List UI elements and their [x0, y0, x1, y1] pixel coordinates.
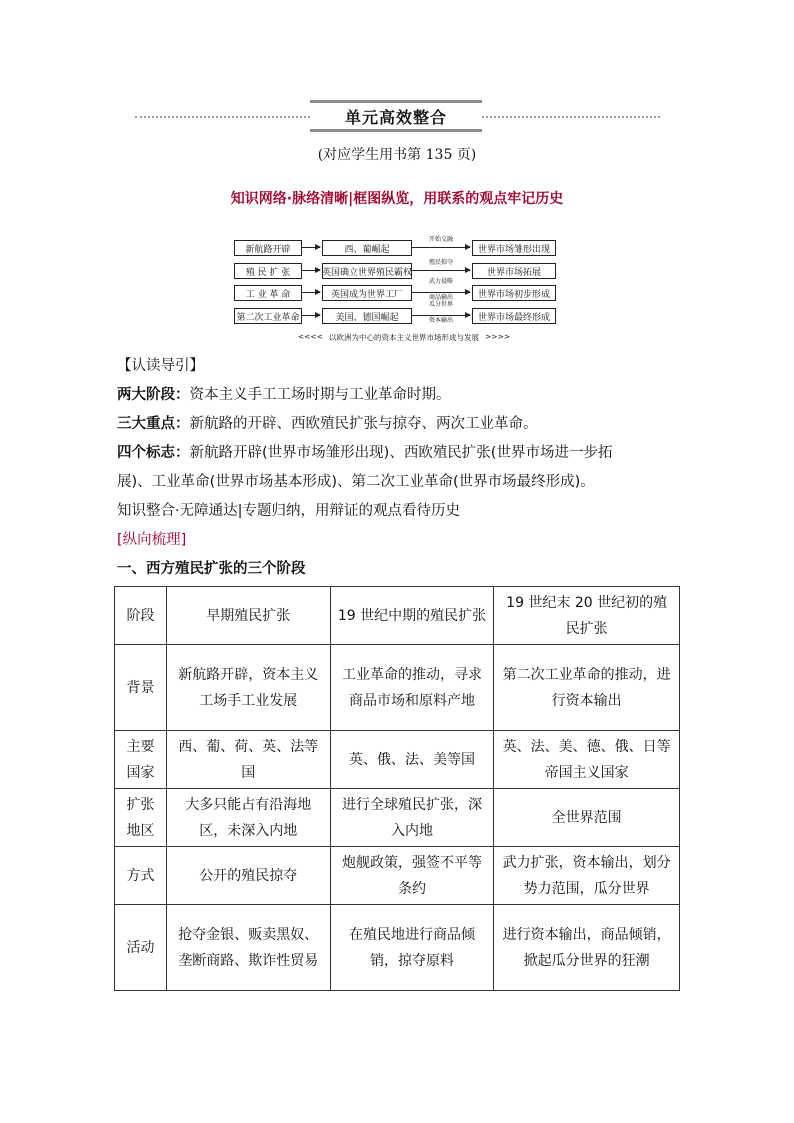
colonial-expansion-table: [114, 586, 680, 991]
unit-banner-title: 单元高效整合: [344, 107, 447, 127]
caption-left-mark: <<<<: [297, 332, 323, 341]
table-row: [115, 905, 680, 991]
diagram-arrow-label: 开始交融: [428, 236, 453, 243]
diagram-middle-box: 美国、德国崛起: [322, 308, 412, 324]
diagram-middle-box: 英国确立世界殖民霸权: [322, 263, 412, 279]
diagram-left-box: 新航路开辟: [234, 240, 302, 256]
table-cell: 工业革命的推动，寻求商品市场和原料产地: [330, 645, 494, 731]
table-cell: 第二次工业革命的推动，进行资本输出: [494, 645, 680, 731]
table-cell: 在殖民地进行商品倾销，掠夺原料: [330, 905, 494, 991]
caption-right-mark: >>>>: [485, 332, 511, 341]
diagram-right-box: 世界市场雏形出现: [472, 240, 556, 256]
table-cell: 武力扩张，资本输出，划分势力范围，瓜分世界: [494, 847, 680, 905]
diagram-middle-box: 英国成为世界工厂: [322, 285, 412, 301]
diagram-arrow-label: 商品输出: [428, 294, 453, 301]
table-row: [115, 789, 680, 847]
table-cell: 炮舰政策，强签不平等条约: [330, 847, 494, 905]
table-cell: 西、葡、荷、英、法等国: [166, 731, 330, 789]
marks-text: 新航路开辟(世界市场雏形出现)、西欧殖民扩张(世界市场进一步拓: [189, 445, 613, 461]
diagram-arrow: [412, 247, 470, 248]
table-cell: 进行全球殖民扩张，深入内地: [330, 789, 494, 847]
banner-rule-left: [135, 116, 310, 118]
table-cell: 方式: [115, 847, 167, 905]
integration-heading: 知识整合·无障通达|专题归纳，用辩证的观点看待历史: [117, 503, 460, 519]
table-cell: 扩张地区: [115, 789, 167, 847]
knowledge-diagram: [228, 232, 568, 348]
table-cell: 进行资本输出，商品倾销，掀起瓜分世界的狂潮: [494, 905, 680, 991]
diagram-left-box: 工 业 革 命: [234, 285, 302, 301]
diagram-arrow-label: 殖民掠夺: [428, 259, 453, 266]
table-cell: 大多只能占有沿海地区，未深入内地: [166, 789, 330, 847]
table-cell: 英、法、美、德、俄、日等帝国主义国家: [494, 731, 680, 789]
page-reference: (对应学生用书第 135 页): [317, 147, 477, 163]
caption-text: 以欧洲为中心的资本主义世界市场形成与发展: [329, 333, 479, 342]
diagram-arrow-label: 瓜分世界: [428, 301, 453, 308]
marks-label: 四个标志：: [117, 445, 190, 461]
table-row: [115, 645, 680, 731]
table-cell: 活动: [115, 905, 167, 991]
stages-text: 资本主义手工工场时期与工业革命时期。: [189, 387, 451, 403]
diagram-arrow: [302, 315, 320, 316]
table-header-row: [115, 587, 680, 645]
table-cell: 公开的殖民掠夺: [166, 847, 330, 905]
diagram-right-box: 世界市场拓展: [472, 263, 556, 279]
unit-banner: [310, 100, 482, 132]
knowledge-network-heading: 知识网络·脉络清晰|框图纵览，用联系的观点牢记历史: [230, 191, 564, 207]
diagram-arrow-label: 资本输出: [428, 317, 453, 324]
diagram-arrow: [302, 247, 320, 248]
table-cell: 背景: [115, 645, 167, 731]
table-row: [115, 731, 680, 789]
table-cell: 主要国家: [115, 731, 167, 789]
table-cell: 全世界范围: [494, 789, 680, 847]
diagram-middle-box: 西、葡崛起: [322, 240, 412, 256]
diagram-left-box: 殖 民 扩 张: [234, 263, 302, 279]
guide-line-marks: [117, 441, 612, 462]
guide-line-focus: [117, 412, 538, 433]
diagram-left-box: 第二次工业革命: [234, 308, 302, 324]
focus-label: 三大重点：: [117, 416, 190, 432]
guide-title: 【认读导引】: [117, 358, 204, 374]
table-cell: 抢夺金银、贩卖黑奴、垄断商路、欺诈性贸易: [166, 905, 330, 991]
diagram-arrow: [302, 292, 320, 293]
diagram-arrow: [302, 270, 320, 271]
table-row: [115, 847, 680, 905]
table-cell: 19 世纪中期的殖民扩张: [330, 587, 494, 645]
table-cell: 19 世纪末 20 世纪初的殖民扩张: [494, 587, 680, 645]
diagram-caption: [254, 332, 554, 343]
diagram-arrow: [412, 292, 470, 293]
diagram-arrow-label: 武力侵略: [428, 278, 453, 285]
focus-text: 新航路的开辟、西欧殖民扩张与掠夺、两次工业革命。: [189, 416, 538, 432]
guide-line-stages: [117, 383, 451, 404]
stages-label: 两大阶段：: [117, 387, 190, 403]
diagram-right-box: 世界市场最终形成: [472, 308, 556, 324]
guide-line-marks-cont: 展)、工业革命(世界市场基本形成)、第二次工业革命(世界市场最终形成)。: [117, 474, 595, 490]
table-cell: 阶段: [115, 587, 167, 645]
section-title: 一、西方殖民扩张的三个阶段: [117, 561, 306, 577]
table-cell: 早期殖民扩张: [166, 587, 330, 645]
diagram-arrow: [412, 270, 470, 271]
table-cell: 新航路开辟，资本主义工场手工业发展: [166, 645, 330, 731]
diagram-arrow: [412, 315, 470, 316]
diagram-right-box: 世界市场初步形成: [472, 285, 556, 301]
banner-rule-right: [482, 116, 660, 118]
table-cell: 英、俄、法、美等国: [330, 731, 494, 789]
vertical-review-label: [纵向梳理]: [117, 532, 187, 548]
